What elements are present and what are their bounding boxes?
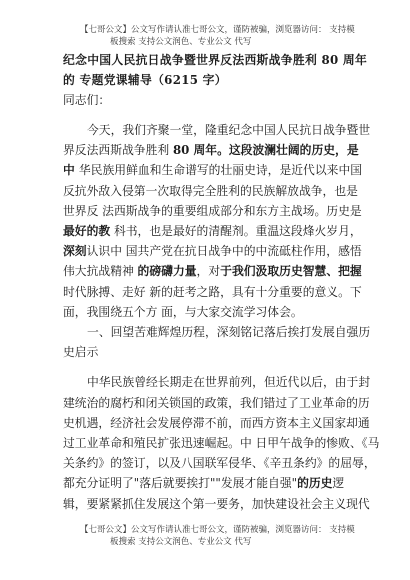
para1-line-6 (63, 221, 362, 241)
para1-bold-wisdom: 于我们汲取历史智慧、把握 (220, 264, 362, 279)
para1-line-3 (63, 160, 363, 180)
section-1-heading (63, 322, 371, 362)
header-note-line-1: 【七哥公文】公文写作请认准七哥公文，谨防被骗，浏览器访问： 支持模 (80, 25, 355, 35)
footer-watermark-note (80, 524, 360, 548)
para2-bold-history: 的历史 (297, 476, 333, 491)
para1-line-7 (63, 241, 362, 261)
paragraph-intro (63, 120, 371, 322)
section1-heading-line-2: 史启示 (63, 345, 99, 360)
salutation: 同志们： (63, 93, 111, 107)
para1-text: 界反法西斯战争胜利 (63, 143, 173, 158)
para2-line-6 (63, 473, 353, 493)
para2-text: 都充分证明了"落后就要挨打""发展才能自强" (63, 476, 298, 491)
para1-text: 科书，也是最好的清醒剂。重温这段烽火岁月， (110, 224, 362, 239)
para2-line-1: 中华民族曾经长期走在世界前列，但近代以后，由于封 (87, 375, 371, 390)
para2-line-2: 建统治的腐朽和闭关锁国的政策，我们错过了工业革命的历 (63, 395, 370, 410)
document-title (63, 50, 368, 90)
para1-text: 华民族用鲜血和生命谱写的壮丽史诗，是近代以来中国 (78, 163, 363, 178)
para1-text: ，对 (196, 264, 221, 279)
para1-text: 认识中 国共产党在抗日战争中的中流砥柱作用，感悟 (86, 244, 362, 259)
spacer (63, 362, 353, 372)
title-line-1: 纪念中国人民抗日战争暨世界反法西斯战争胜利 80 周年 (63, 53, 368, 67)
para2-line-5: 关条约》的签订，以及八国联军侵华、《辛丑条约》的屈辱， (63, 456, 376, 471)
para1-line-4: 反抗外敌入侵第一次取得完全胜利的民族解放战争，也是 (63, 183, 358, 198)
para1-line-2 (63, 140, 359, 160)
para1-bold-shi: 是 (346, 143, 359, 158)
section1-heading-line-1: 一、回望苦难辉煌历程，深刻铭记落后挨打发展自强历 (87, 325, 371, 340)
title-line-2: 的 专题党课辅导（6215 字） (63, 73, 227, 87)
para1-line-1: 今天，我们齐聚一堂，隆重纪念中国人民抗日战争暨世 (87, 123, 371, 137)
para1-bold-80: 80 周年 (172, 143, 218, 158)
para1-line-9: 时代脉搏、走好 新的赶考之路，具有十分重要的意义。下 (63, 284, 362, 299)
para1-line-5: 世界反 法西斯战争的重要组成部分和东方主战场。历史是 (63, 203, 362, 218)
para2-line-3: 史机遇，经济社会发展停滞不前，而西方资本主义国家却通 (63, 415, 370, 430)
document-body (63, 50, 380, 514)
para1-bold-deep: 深刻 (63, 244, 87, 259)
para1-bold-zhong: 中 (63, 163, 79, 178)
para1-bold-power: 的磅礴力量 (137, 264, 197, 279)
para1-bold-history: 。这段波澜壮阔的历史， (217, 143, 347, 158)
header-note-line-2: 板搜索 支持公文润色、专业公文 代写 (110, 37, 252, 47)
paragraph-section-1 (63, 372, 380, 513)
para2-line-4: 过工业革命和殖民扩张迅速崛起。中 日甲午战争的惨败、《马 (63, 436, 380, 451)
header-watermark-note (80, 24, 360, 48)
para1-line-8 (63, 261, 362, 281)
para1-line-10: 面，我围绕五个方 面，与大家交流学习体会。 (63, 304, 303, 319)
para2-text: 逻 (332, 476, 345, 491)
footer-note-line-2: 板搜索 支持公文润色、专业公文 代写 (110, 537, 252, 547)
para2-line-7: 辑，要紧紧抓住发展这个第一要务，加快建设社会主义现代 (63, 496, 370, 511)
para1-text: 伟大抗战精神 (63, 264, 138, 279)
spacer (63, 110, 353, 120)
footer-note-line-1: 【七哥公文】公文写作请认准七哥公文，谨防被骗，浏览器访问： 支持模 (80, 525, 355, 535)
para1-bold-best-teacher: 最好的教 (63, 224, 111, 239)
